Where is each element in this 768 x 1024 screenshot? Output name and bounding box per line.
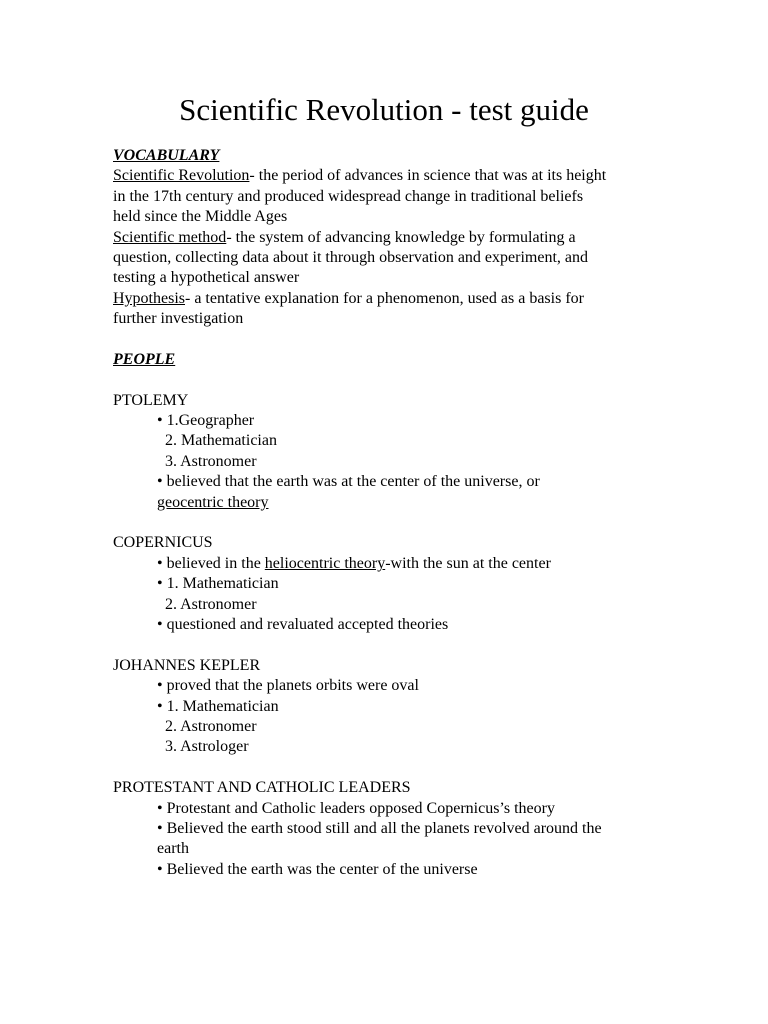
- list-item: • Protestant and Catholic leaders opposed Copernicus’s theory: [157, 799, 555, 817]
- list-item: • Believed the earth stood still and all the planets revolved around the: [157, 819, 602, 837]
- vocab-definition: - a tentative explanation for a phenomenon, used as a basis for: [185, 289, 584, 307]
- vocab-term: Scientific Revolution: [113, 167, 250, 185]
- list-item: • Believed the earth was the center of the universe: [157, 860, 478, 878]
- heliocentric-theory-term: heliocentric theory: [264, 554, 386, 572]
- list-item: 3. Astrologer: [165, 738, 249, 756]
- page-title: Scientific Revolution - test guide: [179, 92, 589, 127]
- list-item-text: • believed in the: [157, 554, 265, 572]
- vocab-hypothesis: [113, 289, 653, 309]
- vocab-term: Scientific method: [113, 228, 227, 246]
- list-item: • 1. Mathematician: [157, 697, 279, 715]
- vocab-definition-line: question, collecting data about it through observation and experiment, and: [113, 248, 588, 266]
- person-name-ptolemy: PTOLEMY: [113, 391, 189, 409]
- list-item: [113, 554, 653, 574]
- vocabulary-heading: VOCABULARY: [113, 147, 220, 164]
- list-item: • 1.Geographer: [157, 412, 255, 430]
- person-name-leaders: PROTESTANT AND CATHOLIC LEADERS: [113, 779, 411, 797]
- vocab-scientific-method: [113, 228, 653, 248]
- geocentric-theory-term: geocentric theory: [157, 493, 269, 511]
- vocab-term: Hypothesis: [113, 289, 185, 307]
- list-item: • 1. Mathematician: [157, 575, 279, 593]
- list-item: 3. Astronomer: [165, 452, 257, 470]
- vocab-definition-line: testing a hypothetical answer: [113, 269, 300, 287]
- list-item: • proved that the planets orbits were oval: [157, 677, 419, 695]
- list-item: 2. Mathematician: [165, 432, 277, 450]
- list-item-text: -with the sun at the center: [385, 554, 551, 572]
- list-item: earth: [157, 840, 189, 858]
- vocab-definition: - the period of advances in science that was at its height: [249, 167, 607, 185]
- vocab-definition: - the system of advancing knowledge by formulating a: [226, 228, 576, 246]
- vocab-definition-line: held since the Middle Ages: [113, 208, 288, 226]
- person-name-copernicus: COPERNICUS: [113, 534, 213, 552]
- person-name-kepler: JOHANNES KEPLER: [113, 656, 261, 674]
- list-item: 2. Astronomer: [165, 595, 257, 613]
- list-item: • questioned and revaluated accepted theories: [157, 615, 449, 633]
- vocab-definition-line: further investigation: [113, 310, 244, 328]
- vocab-definition-line: in the 17th century and produced widespread change in traditional beliefs: [113, 187, 584, 205]
- list-item: • believed that the earth was at the center of the universe, or: [157, 473, 540, 491]
- list-item: 2. Astronomer: [165, 717, 257, 735]
- people-heading: PEOPLE: [113, 350, 176, 368]
- vocab-scientific-revolution: [113, 166, 653, 186]
- document-body: [113, 146, 653, 880]
